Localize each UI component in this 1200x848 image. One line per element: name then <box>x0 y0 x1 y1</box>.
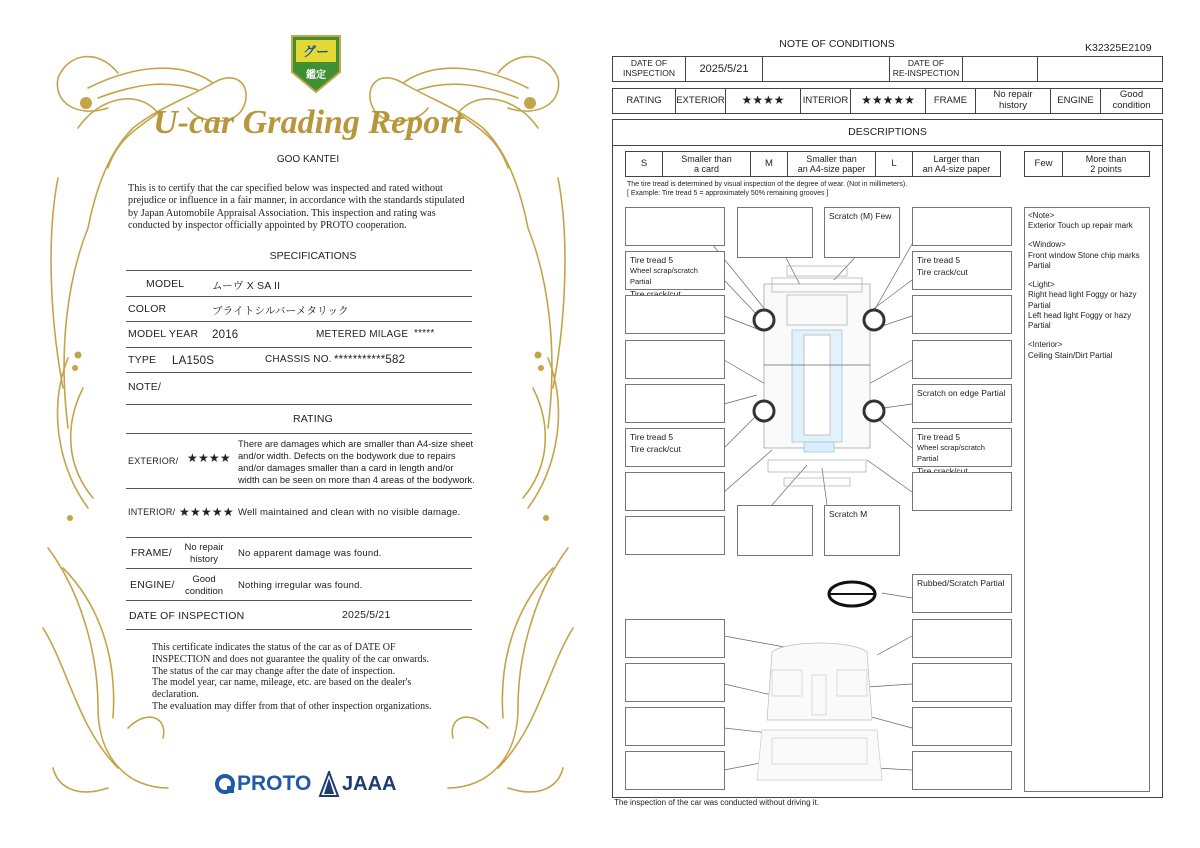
note-section: <Note> Exterior Touch up repair mark <box>1028 211 1133 231</box>
noc-frame-label: FRAME <box>925 88 976 114</box>
proto-logo <box>214 771 311 797</box>
spec-rule <box>126 321 472 322</box>
spec-rule <box>126 372 472 373</box>
engine-description: Nothing irregular was found. <box>238 580 363 591</box>
color-label: COLOR <box>128 303 167 315</box>
date-of-inspection-value: 2025/5/21 <box>342 609 391 621</box>
spec-rule <box>126 347 472 348</box>
desc-box-top-1 <box>737 207 813 258</box>
noc-exterior-stars: ★★★★ <box>725 88 801 114</box>
desc-box-l7 <box>625 472 725 511</box>
certify-text: This is to certify that the car specified below was inspected and rated without prejudice or influence in a fair manner, in accordance with the standards stipulated by Japan Automobile Appraisal Association. This inspection and rating was conducted by inspector officially appointed by PROTO cooperation. <box>128 183 465 232</box>
type-value: LA150S <box>172 355 215 367</box>
chassis-value: ***********582 <box>334 354 406 366</box>
jaaa-mark-icon <box>318 771 340 797</box>
interior-label: INTERIOR/ <box>128 507 176 517</box>
notes-panel <box>1024 207 1150 792</box>
model-year-value: 2016 <box>212 329 239 341</box>
noc-footer: The inspection of the car was conducted without driving it. <box>614 798 819 807</box>
desc-box-l1 <box>625 207 725 246</box>
interior-stars: ★★★★★ <box>179 505 234 519</box>
spec-rule <box>126 270 472 271</box>
legend-few: Few <box>1024 151 1063 177</box>
report-title: U-car Grading Report <box>153 104 463 141</box>
exterior-label: EXTERIOR/ <box>128 456 179 466</box>
mileage-value: ***** <box>414 328 435 339</box>
desc-box-int-l4 <box>625 751 725 790</box>
chassis-label: CHASSIS NO. <box>265 354 332 365</box>
desc-box-int-l3 <box>625 707 725 746</box>
desc-box-front-right-tire: Tire tread 5 Tire crack/cut <box>912 251 1012 290</box>
interior-section: <Interior> Ceiling Stain/Dirt Partial <box>1028 340 1113 360</box>
jaaa-logo-text: JAAA <box>342 772 397 795</box>
noc-date-label: DATE OF INSPECTION <box>612 56 686 82</box>
desc-box-int-r1 <box>912 619 1012 658</box>
noc-interior-stars: ★★★★★ <box>850 88 926 114</box>
engine-value: Good condition <box>184 574 224 597</box>
model-label: MODEL <box>146 278 185 290</box>
desc-box-r1 <box>912 207 1012 246</box>
jaaa-logo <box>318 771 396 797</box>
noc-interior-label: INTERIOR <box>800 88 851 114</box>
desc-box-r3 <box>912 295 1012 334</box>
desc-box-int-r3 <box>912 707 1012 746</box>
desc-box-l4 <box>625 340 725 379</box>
desc-box-rear-right-tire: Tire tread 5 Wheel scrap/scratch Partial <box>912 428 1012 467</box>
type-label: TYPE <box>128 354 157 366</box>
desc-box-scratch-edge: Scratch on edge Partial <box>912 384 1012 423</box>
spec-rule <box>126 404 472 405</box>
note-label: NOTE/ <box>128 381 162 393</box>
desc-box-int-l1 <box>625 619 725 658</box>
color-value: ブライトシルバーメタリック <box>212 305 349 317</box>
noc-engine-label: ENGINE <box>1050 88 1101 114</box>
spec-rule <box>126 296 472 297</box>
desc-box-rear-left-tire: Tire tread 5 Tire crack/cut <box>625 428 725 467</box>
legend-m-desc: Smaller than an A4-size paper <box>787 151 876 177</box>
frame-description: No apparent damage was found. <box>238 548 382 559</box>
badge-bottom-text: 鑑定 <box>306 70 326 81</box>
noc-title: NOTE OF CONDITIONS <box>779 38 895 50</box>
noc-reinspection-label: DATE OF RE-INSPECTION <box>889 56 963 82</box>
mileage-label: METERED MILAGE <box>316 329 409 340</box>
legend-few-desc: More than 2 points <box>1062 151 1150 177</box>
desc-box-rubbed: Rubbed/Scratch Partial <box>912 574 1012 613</box>
window-section: <Window> Front window Stone chip marks Partial <box>1028 240 1140 270</box>
noc-empty-cell <box>1037 56 1163 82</box>
rating-rule <box>126 488 472 489</box>
date-of-inspection-label: DATE OF INSPECTION <box>129 610 245 622</box>
report-subtitle: GOO KANTEI <box>276 154 340 165</box>
interior-description: Well maintained and clean with no visible damage. <box>238 507 461 518</box>
rating-rule <box>126 537 472 538</box>
rating-heading: RATING <box>292 413 334 425</box>
noc-rating-label: RATING <box>612 88 676 114</box>
exterior-stars: ★★★★ <box>187 451 231 465</box>
desc-box-int-r2 <box>912 663 1012 702</box>
desc-box-int-l2 <box>625 663 725 702</box>
badge-top-text: グー <box>302 44 329 59</box>
desc-box-r7 <box>912 472 1012 511</box>
model-value: ムーヴ X SA II <box>212 280 281 292</box>
rating-rule <box>126 629 472 630</box>
noc-empty-cell <box>762 56 890 82</box>
frame-label: FRAME/ <box>131 547 172 559</box>
desc-box-r4 <box>912 340 1012 379</box>
desc-box-l5 <box>625 384 725 423</box>
proto-mark-icon <box>214 773 236 795</box>
desc-box-l3 <box>625 295 725 334</box>
noc-date-value: 2025/5/21 <box>685 56 763 82</box>
light-section: <Light> Right head light Foggy or hazy Partial Left head light Foggy or hazy Partial <box>1028 280 1137 331</box>
noc-reinspection-value <box>962 56 1038 82</box>
goo-kantei-badge <box>288 32 344 94</box>
report-id: K32325E2109 <box>1085 42 1152 54</box>
legend-l: L <box>875 151 913 177</box>
rating-rule <box>126 600 472 601</box>
rating-rule <box>126 568 472 569</box>
model-year-label: MODEL YEAR <box>128 328 199 340</box>
desc-box-scratch-m: Scratch M <box>824 505 900 556</box>
noc-frame-value: No repair history <box>975 88 1051 114</box>
frame-value: No repair history <box>184 542 224 565</box>
legend-m: M <box>750 151 788 177</box>
rating-rule <box>126 433 472 434</box>
noc-exterior-label: EXTERIOR <box>675 88 726 114</box>
certificate-footer: This certificate indicates the status of the car as of DATE OF INSPECTION and does not guarantee the quality of the car onwards. The status of the car may change after the date of inspection. The model year, car name, mileage, etc. are based on the dealer's declaration. The evaluation may differ from that of other inspection organizations. <box>152 642 432 712</box>
desc-box-front-left-tire: Tire tread 5 Wheel scrap/scratch Partial <box>625 251 725 290</box>
engine-label: ENGINE/ <box>130 579 175 591</box>
desc-box-int-r4 <box>912 751 1012 790</box>
specifications-heading: SPECIFICATIONS <box>269 250 357 262</box>
desc-box-scratch-few: Scratch (M) Few <box>824 207 900 258</box>
legend-l-desc: Larger than an A4-size paper <box>912 151 1001 177</box>
legend-s-desc: Smaller than a card <box>662 151 751 177</box>
descriptions-heading: DESCRIPTIONS <box>612 119 1163 146</box>
desc-box-l8 <box>625 516 725 555</box>
desc-box-bottom-1 <box>737 505 813 556</box>
tread-note: The tire tread is determined by visual inspection of the degree of wear. (Not in millimeters). [ Example: Tire tread 5 = approximately 50% remaining grooves ] <box>627 181 908 197</box>
exterior-description: There are damages which are smaller than A4-size sheet and/or width. Defects on the bodywork due to repairs and/or damages smaller than a card in length and/or width can be seen on more than 4 areas of the bodywork. <box>238 439 475 485</box>
proto-logo-text: PROTO <box>237 772 312 795</box>
noc-engine-value: Good condition <box>1100 88 1163 114</box>
legend-s: S <box>625 151 663 177</box>
